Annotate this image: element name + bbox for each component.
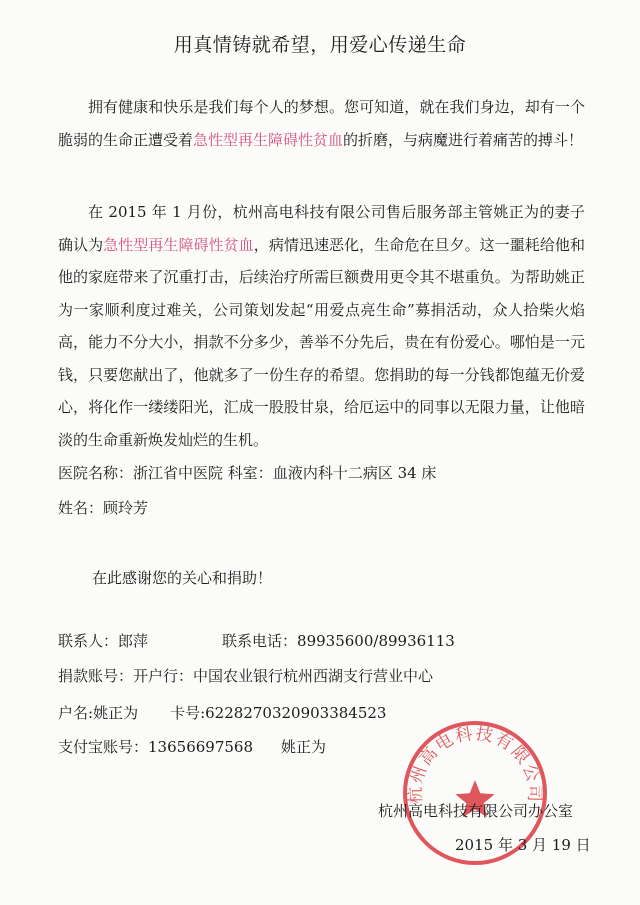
alipay-name: 姚正为 — [281, 738, 327, 756]
holder-label: 户名: — [58, 704, 94, 722]
patient-name: 顾玲芳 — [103, 499, 149, 517]
hospital-label: 医院名称： — [58, 464, 134, 482]
alipay-label: 支付宝账号： — [58, 738, 149, 756]
seal-text: 杭州高电科技有限公司 — [405, 723, 545, 805]
disease-highlight: 急性型再生障碍性贫血 — [193, 130, 344, 149]
contact-phone-label: 联系电话： — [222, 632, 298, 650]
account-label: 捐款账号： — [58, 667, 134, 685]
story-text-before: 在 2015 年 1 月份，杭州高电科技有限公司售后服务部主管姚正为的妻子确认为 — [58, 203, 585, 254]
paragraph-story — [58, 196, 585, 456]
department-value: 血液内科十二病区 34 床 — [272, 464, 437, 482]
alipay-line — [58, 736, 326, 757]
thanks-line: 在此感谢您的关心和捐助！ — [92, 569, 273, 587]
intro-text-after: 的折磨，与病魔进行着痛苦的搏斗！ — [343, 130, 584, 149]
account-line — [58, 665, 433, 686]
department-label: 科室： — [223, 464, 273, 482]
holder-line — [58, 702, 386, 723]
contact-phone: 89935600/89936113 — [297, 632, 455, 650]
bank-label: 开户行： — [133, 667, 194, 685]
issue-date: 2015 年 3 月 19 日 — [455, 836, 591, 854]
patient-label: 姓名： — [58, 499, 104, 517]
hospital-name: 浙江省中医院 — [133, 464, 224, 482]
issuer-office: 杭州高电科技有限公司办公室 — [378, 802, 574, 820]
bank-name: 中国农业银行杭州西湖支行营业中心 — [193, 667, 434, 685]
card-label: 卡号: — [170, 704, 206, 722]
letter-title: 用真情铸就希望，用爱心传递生命 — [173, 34, 467, 56]
contact-person-label: 联系人： — [58, 632, 119, 650]
hospital-line — [58, 462, 436, 483]
paragraph-intro — [58, 91, 585, 156]
contact-person: 郎萍 — [118, 632, 149, 650]
patient-line — [58, 497, 148, 518]
story-text-after: ，病情迅速恶化，生命危在旦夕。这一噩耗给他和他的家庭带来了沉重打击，后续治疗所需巨额费用更令其不堪重负。为帮助姚正为一家顺利度过难关，公司策划发起“用爱点亮生命”募捐活动，众人拾柴火焰高，能力不分大小，捐款不分多少，善举不分先后，贵在有份爱心。哪怕是一元钱，只要您献出了，他就多了一份生存的希望。您捐助的每一分钱都饱蕴无价爱心，将化作一缕缕阳光，汇成一股股甘泉，给厄运中的同事以无限力量，让他暗淡的生命重新焕发灿烂的生机。 — [58, 235, 585, 449]
card-number: 6228270320903384523 — [205, 704, 387, 722]
contact-line — [58, 630, 455, 651]
alipay-number: 13656697568 — [148, 738, 253, 756]
intro-text-before: 拥有健康和快乐是我们每个人的梦想。您可知道，就在我们身边，却有一个脆弱的生命正遭受着 — [58, 98, 585, 149]
disease-highlight-2: 急性型再生障碍性贫血 — [103, 235, 254, 254]
holder-name: 姚正为 — [93, 704, 139, 722]
